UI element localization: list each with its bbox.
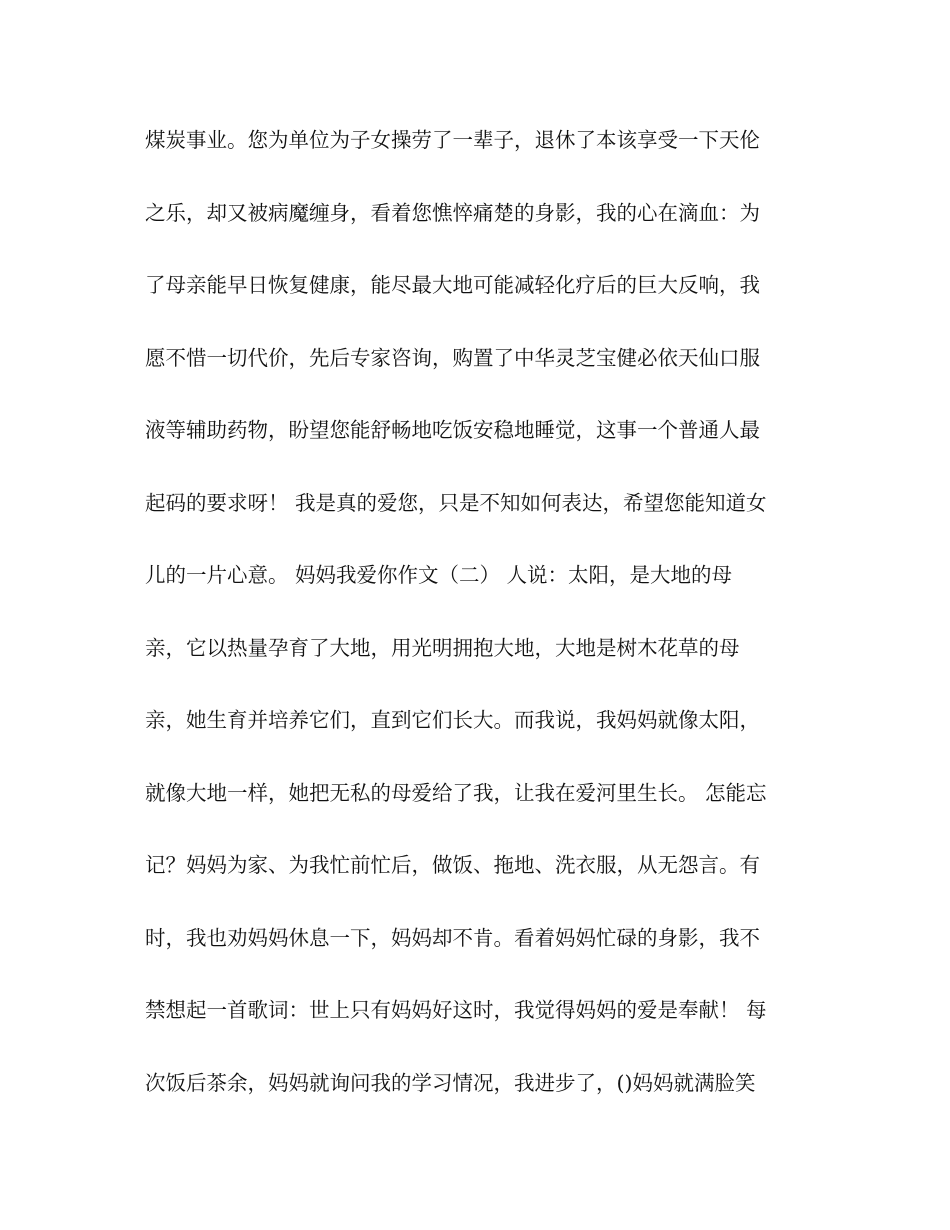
text-line: 煤炭事业。您为单位为子女操劳了一辈子，退休了本该享受一下天伦 [145, 128, 760, 152]
text-line: 了母亲能早日恢复健康，能尽最大地可能减轻化疗后的巨大反响，我 [145, 273, 760, 297]
body-text [145, 118, 810, 1133]
text-line: 时，我也劝妈妈休息一下，妈妈却不肯。看着妈妈忙碌的身影，我不 [145, 925, 760, 950]
text-line: 儿的一片心意。 妈妈我爱你作文（二） 人说：太阳，是大地的母 [145, 563, 733, 587]
text-line: 亲，它以热量孕育了大地，用光明拥抱大地，大地是树木花草的母 [145, 635, 740, 660]
text-line: 之乐，却又被病魔缠身，看着您憔悴痛楚的身影，我的心在滴血：为 [145, 200, 760, 225]
text-line: 起码的要求呀！ 我是真的爱您，只是不知如何表达，希望您能知道女 [145, 490, 767, 515]
text-line: 就像大地一样，她把无私的母爱给了我，让我在爱河里生长。 怎能忘 [145, 780, 767, 805]
text-line: 禁想起一首歌词：世上只有妈妈好这时，我觉得妈妈的爱是奉献！ 每 [145, 998, 767, 1022]
text-line: 记？妈妈为家、为我忙前忙后，做饭、拖地、洗衣服，从无怨言。有 [145, 853, 760, 877]
text-line: 愿不惜一切代价，先后专家咨询，购置了中华灵芝宝健必依天仙口服 [145, 345, 760, 370]
text-line: 次饭后茶余，妈妈就询问我的学习情况，我进步了，()妈妈就满脸笑 [145, 1070, 756, 1095]
text-line: 亲，她生育并培养它们，直到它们长大。而我说，我妈妈就像太阳， [145, 708, 760, 732]
text-line: 液等辅助药物，盼望您能舒畅地吃饭安稳地睡觉，这事一个普通人最 [145, 418, 760, 442]
